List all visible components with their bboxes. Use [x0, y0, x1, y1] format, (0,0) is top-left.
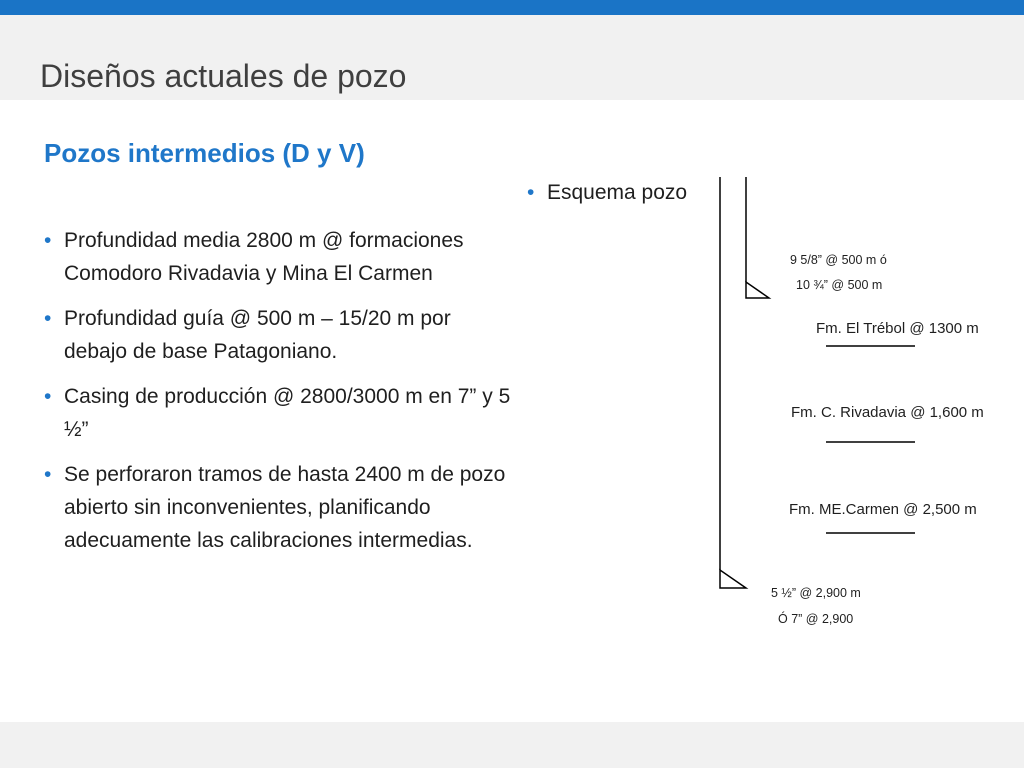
surface-casing-shoe	[746, 282, 769, 298]
bullet-item: • Casing de producción @ 2800/3000 m en 7” y 5 ½”	[44, 380, 514, 446]
bullet-item: • Se perforaron tramos de hasta 2400 m de pozo abierto sin inconvenientes, planificando adecuamente las calibraciones intermedias.	[44, 458, 514, 557]
bullet-item: • Profundidad media 2800 m @ formaciones Comodoro Rivadavia y Mina El Carmen	[44, 224, 514, 290]
production-casing-label-2: Ó 7” @ 2,900	[778, 612, 854, 626]
schematic-heading: • Esquema pozo	[527, 176, 687, 209]
slide-title: Diseños actuales de pozo	[40, 58, 407, 94]
surface-casing-label-1: 9 5/8” @ 500 m ó	[790, 253, 887, 267]
formation-2-label: Fm. C. Rivadavia @ 1,600 m	[791, 404, 984, 421]
footer-band	[0, 722, 1024, 768]
formation-3-label: Fm. ME.Carmen @ 2,500 m	[789, 501, 977, 518]
bullet-item: • Profundidad guía @ 500 m – 15/20 m por debajo de base Patagoniano.	[44, 302, 514, 368]
production-casing-label-1: 5 ½” @ 2,900 m	[771, 586, 861, 600]
production-casing-shoe	[720, 570, 746, 588]
section-subtitle: Pozos intermedios (D y V)	[44, 138, 365, 168]
surface-casing-label-2: 10 ¾” @ 500 m	[796, 278, 883, 292]
formation-1-label: Fm. El Trébol @ 1300 m	[816, 320, 979, 337]
